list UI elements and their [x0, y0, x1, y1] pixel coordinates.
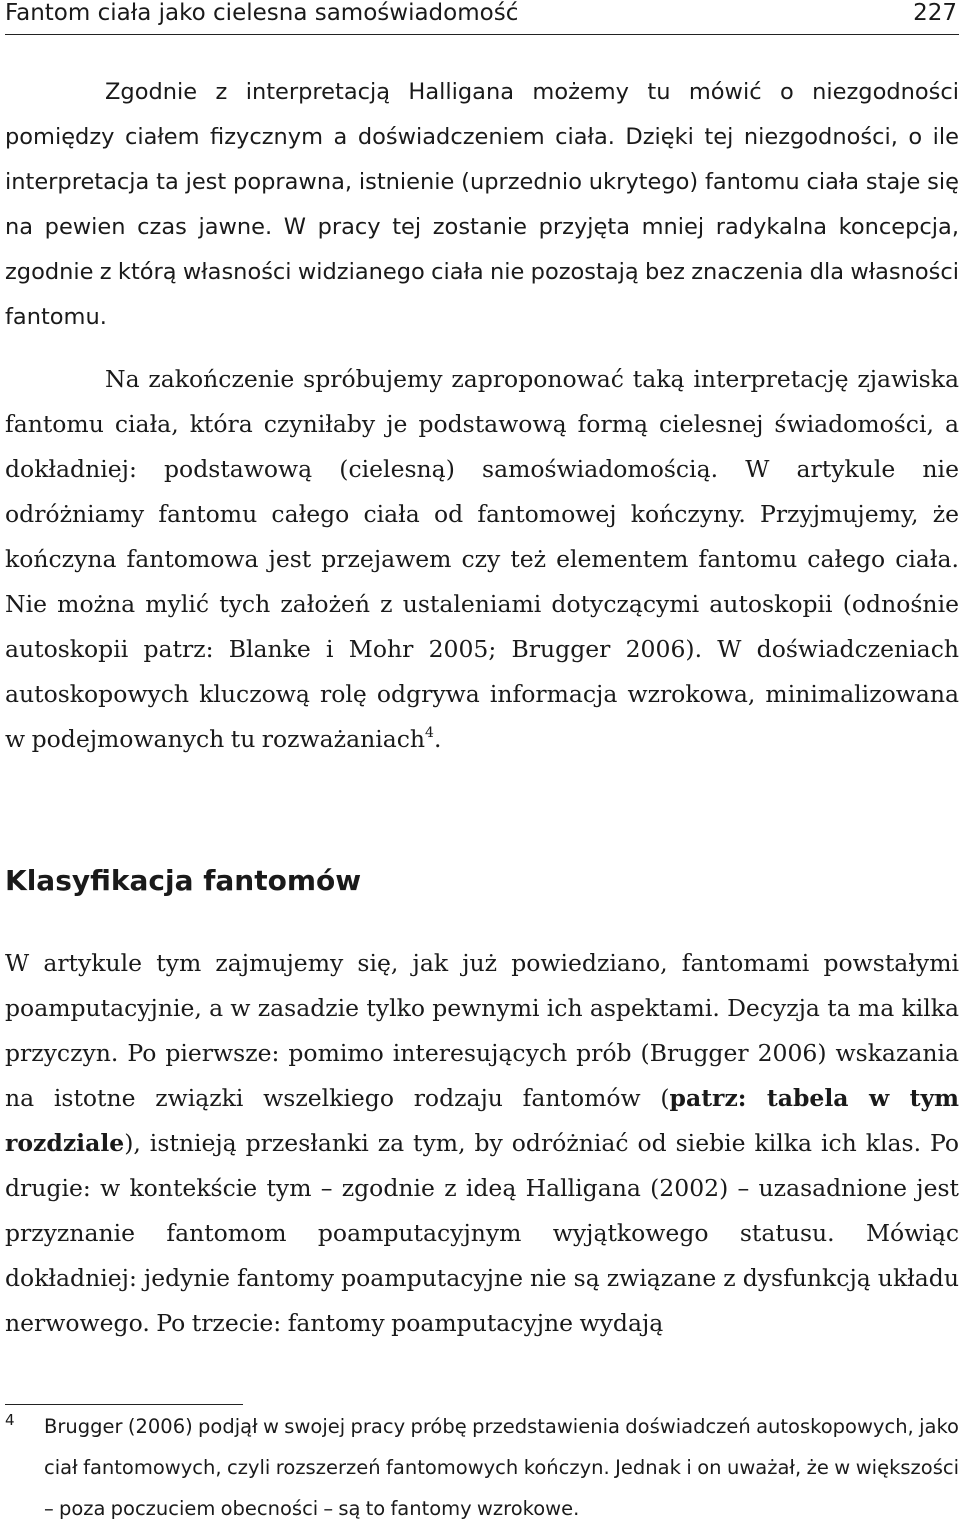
section-heading: Klasyfikacja fantomów	[5, 864, 362, 897]
paragraph-text-end: ), istnieją przesłanki za tym, by odróżniać od siebie kilka ich klas. Po drugie: w kontekście tym – zgodnie z ideą Halligana (2002) – uzasadnione jest przyznanie fantomom poamputacyjnym wyjątkowego statusu. Mówiąc dokładniej: jedynie fantomy poamputacyjne nie są związane z dysfunkcją układu nerwowego. Po trzecie: fantomy poamputacyjne wydają	[5, 1129, 959, 1337]
running-header	[5, 0, 959, 35]
paragraph-text: Na zakończenie spróbujemy zaproponować taką interpretację zjawiska fantomu ciała, która czyniłaby je podstawową formą cielesnej świadomości, a dokładniej: podstawową (cielesną) samoświadomością. W artykule nie odróżniamy fantomu całego ciała od fantomowej kończyny. Przyjmujemy, że kończyna fantomowa jest przejawem czy też elementem fantomu całego ciała. Nie można mylić tych założeń z ustaleniami dotyczącymi autoskopii (odnośnie autoskopii patrz: Blanke i Mohr 2005; Brugger 2006). W doświadczeniach autoskopowych kluczową rolę odgrywa informacja wzrokowa, minimalizowana w podejmowanych tu rozważaniach	[5, 365, 959, 753]
bold-reference: patrz: tabela w tym rozdziale	[5, 1084, 960, 1157]
header-title: Fantom ciała jako cielesna samoświadomość	[5, 0, 519, 26]
page-number: 227	[913, 0, 957, 26]
paragraph-text-start: W artykule tym zajmujemy się, jak już powiedziano, fantomami powstałymi poamputacyjnie, a w zasadzie tylko pewnymi ich aspektami. Decyzja ta ma kilka przyczyn. Po pierwsze: pomimo interesujących prób (Brugger 2006) wskazania na istotne związki wszelkiego rodzaju fantomów (	[5, 949, 959, 1112]
footnote-text: Brugger (2006) podjął w swojej pracy próbę przedstawienia doświadczeń autoskopowych, jako ciał fantomowych, czyli rozszerzeń fantomowych kończyn. Jednak i on uważał, że w większości – poza poczuciem obecności – są to fantomy wzrokowe.	[44, 1415, 959, 1520]
footnote-number: 4	[5, 1411, 15, 1429]
paragraph-conclusion	[5, 357, 959, 762]
footnote-divider	[5, 1404, 243, 1405]
paragraph-end: .	[433, 725, 442, 753]
paragraph-text: Zgodnie z interpretacją Halligana możemy tu mówić o niezgodności pomiędzy ciałem fizycznym a doświadczeniem ciała. Dzięki tej niezgodności, o ile interpretacja ta jest poprawna, istnienie (uprzednio ukrytego) fantomu ciała staje się na pewien czas jawne. W pracy tej zostanie przyjęta mniej radykalna koncepcja, zgodnie z którą własności widzianego ciała nie pozostają bez znaczenia dla własności fantomu.	[5, 79, 959, 330]
paragraph-classification	[5, 941, 959, 1346]
footnote-reference[interactable]: 4	[425, 725, 434, 741]
paragraph-halligan	[5, 70, 959, 340]
